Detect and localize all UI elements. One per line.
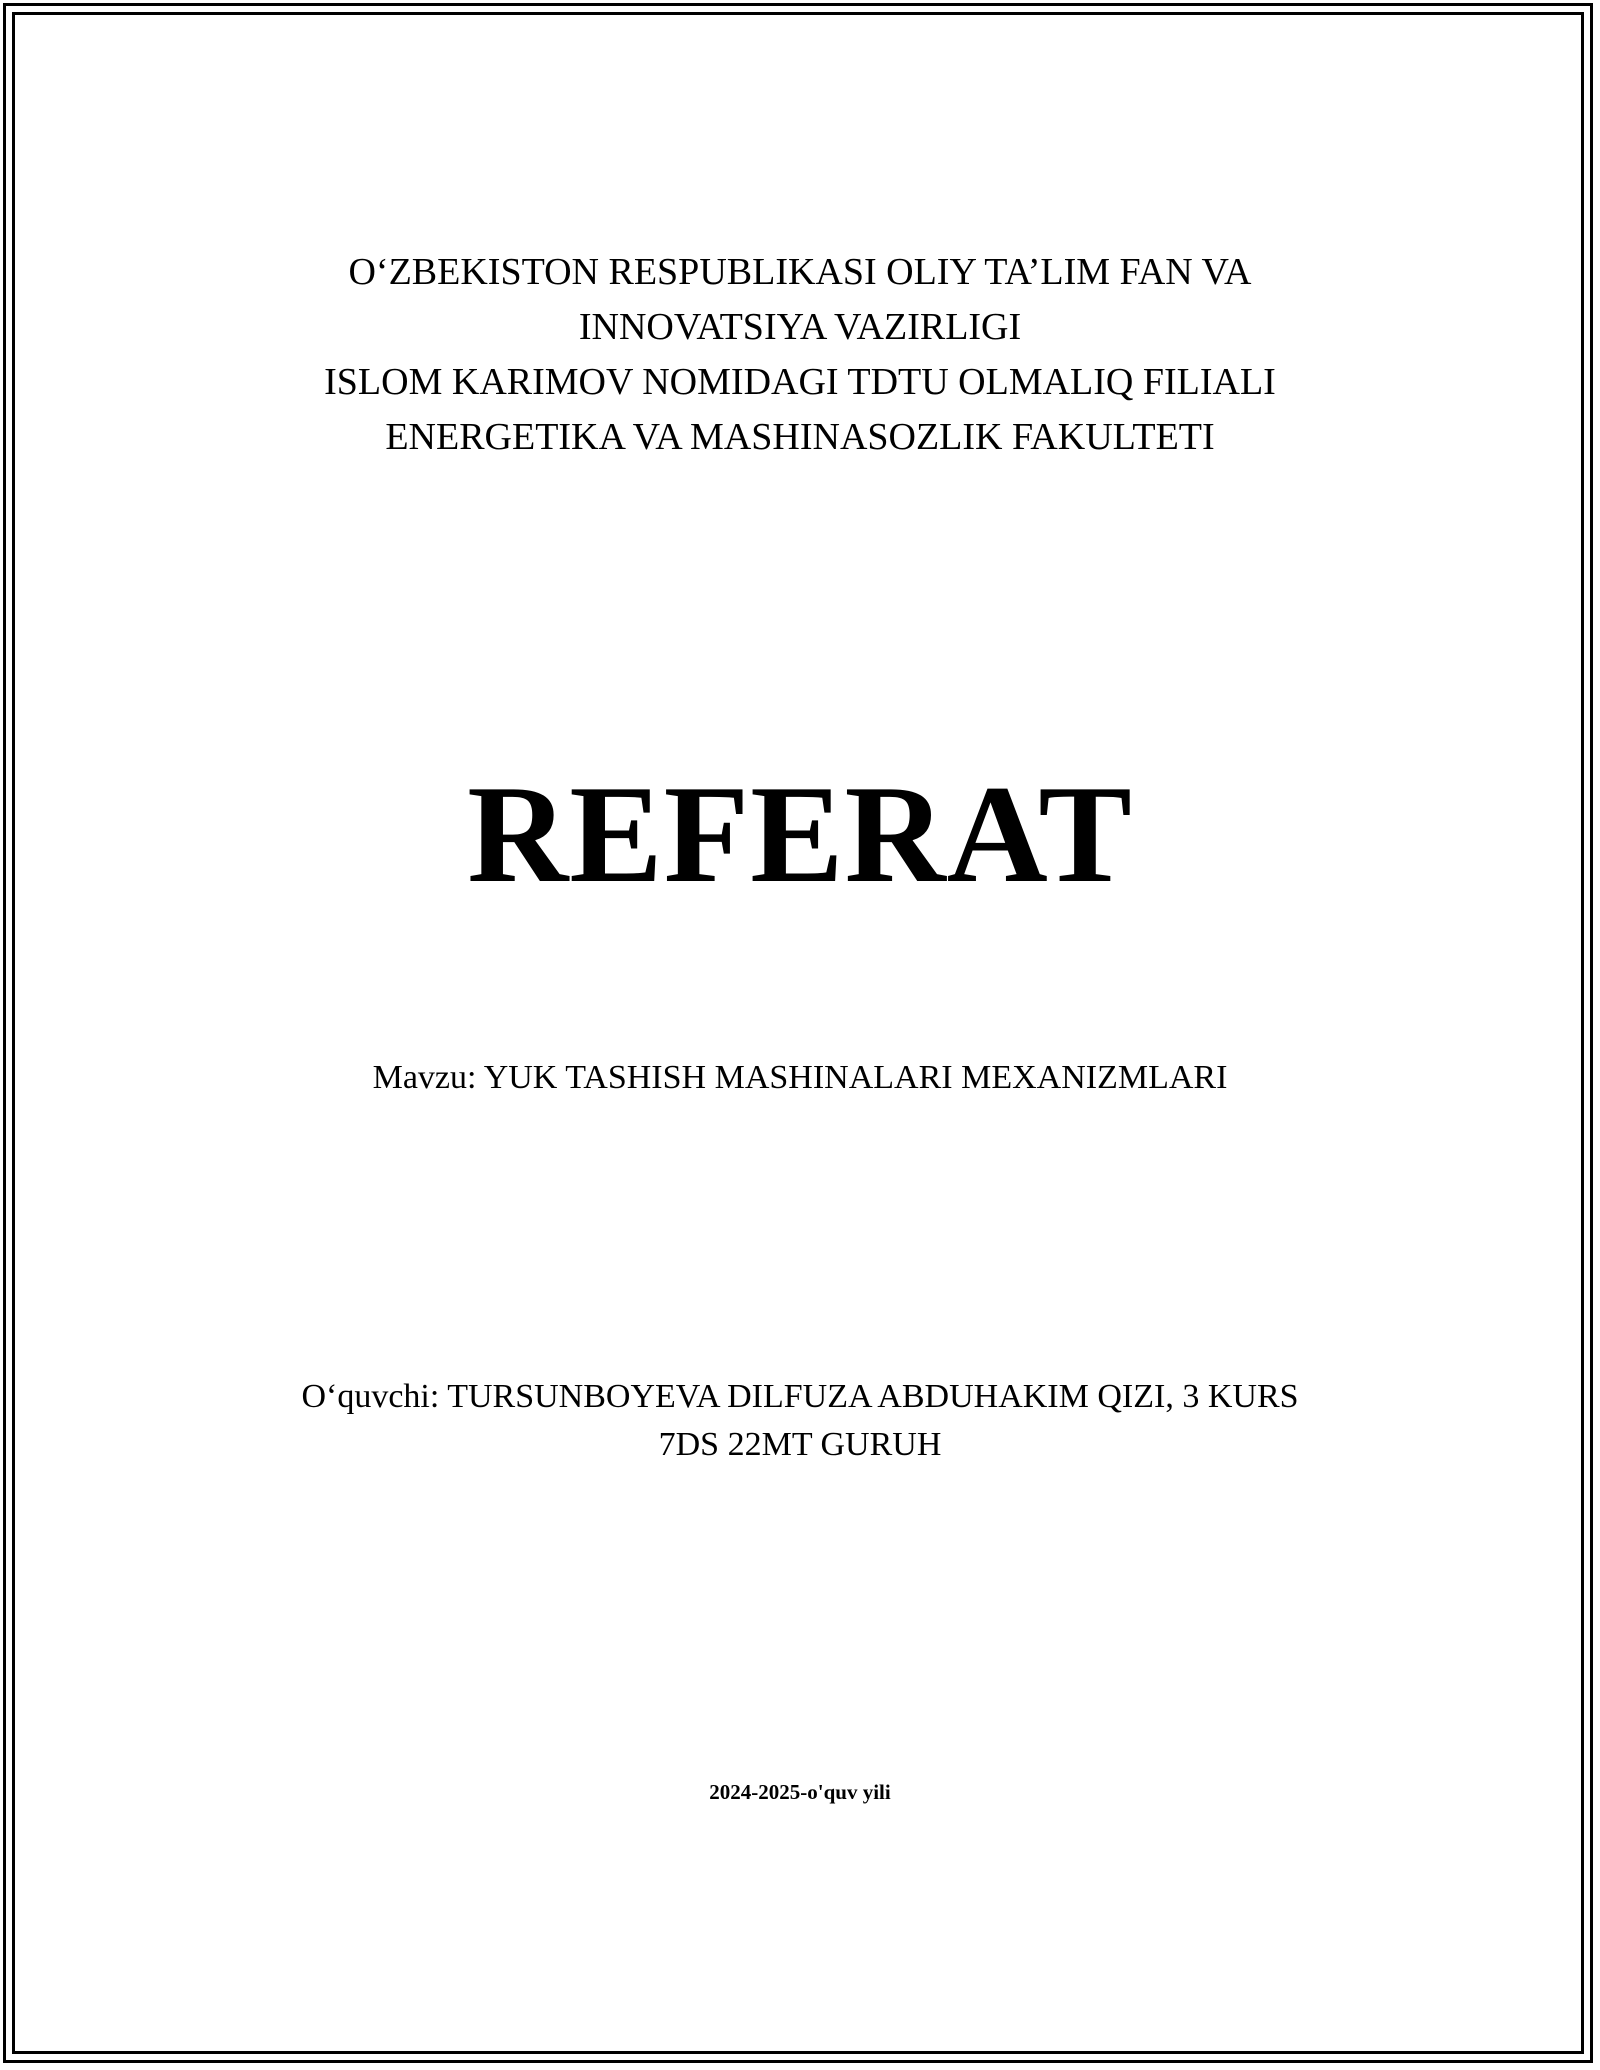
document-title: REFERAT (467, 757, 1133, 912)
academic-year: 2024-2025-o'quv yili (709, 1780, 891, 1804)
topic-line: Mavzu: YUK TASHISH MASHINALARI MEXANIZMLARI (372, 1059, 1228, 1096)
header-line-ministry: O‘ZBEKISTON RESPUBLIKASI OLIY TA’LIM FAN VA (348, 251, 1252, 293)
header-line-university: ISLOM KARIMOV NOMIDAGI TDTU OLMALIQ FILIALI (324, 361, 1276, 403)
header-line-faculty: ENERGETIKA VA MASHINASOZLIK FAKULTETI (385, 416, 1215, 458)
student-info (0, 1373, 1600, 1469)
header-line-ministry-cont: INNOVATSIYA VAZIRLIGI (578, 306, 1022, 348)
student-group-line: 7DS 22MT GURUH (658, 1426, 942, 1463)
student-name-line: O‘quvchi: TURSUNBOYEVA DILFUZA ABDUHAKIM QIZI, 3 KURS (301, 1378, 1299, 1415)
institution-header (0, 245, 1600, 465)
